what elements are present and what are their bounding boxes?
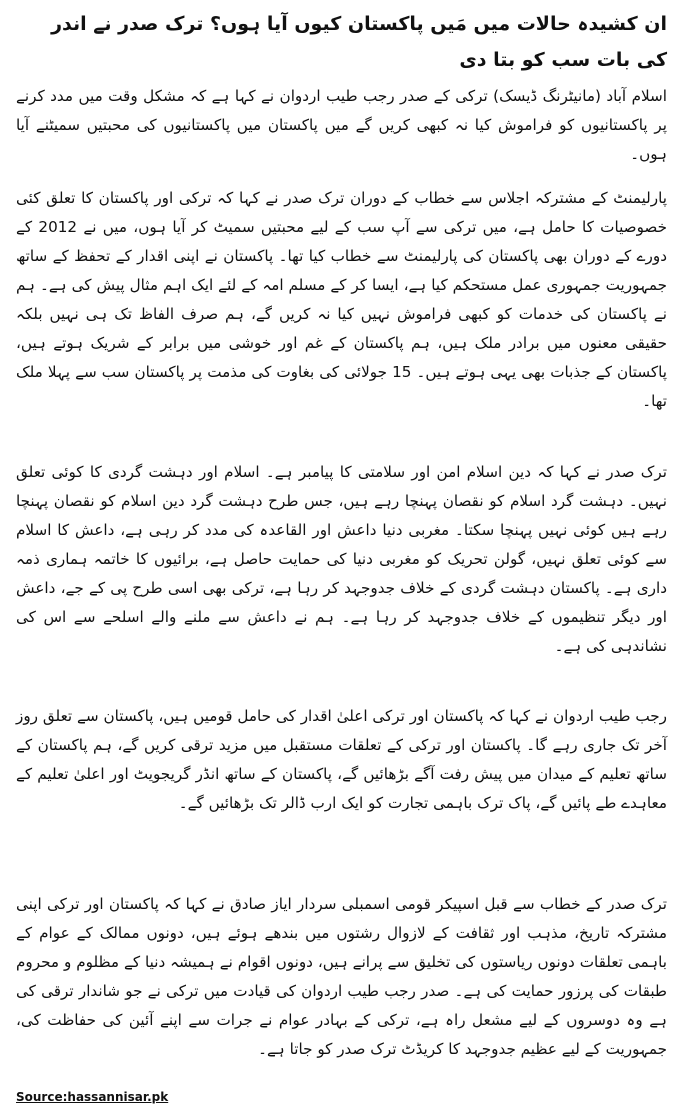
paragraph-speaker-remarks: ترک صدر کے خطاب سے قبل اسپیکر قومی اسمبلی سردار ایاز صادق نے کہا کہ پاکستان اور ترکی اپنی مشترکہ تاریخ، مذہب اور ثقافت کے لازوال رشتوں میں بندھے ہوئے ہیں، دونوں ممالک کے عوام کے باہمی تعلقات دونوں ریاستوں کی تخلیق سے پرانے ہیں، دونوں اقوام نے ہمیشہ دنیا کے مظلوم و محروم طبقات کی پرزور حمایت کی ہے۔ صدر رجب طیب اردوان کی قیادت میں ترکی نے جو شاندار ترقی کی ہے وہ دوسروں کے لیے مشعل راہ ہے، ترکی کے بہادر عوام نے جرات سے اپنے آئین کی حفاظت کی، جمہوریت کے لیے عظیم جدوجہد کا کریڈٹ ترک صدر کو جاتا ہے۔ bbox=[16, 895, 667, 1058]
paragraph-islam-terrorism: ترک صدر نے کہا کہ دین اسلام امن اور سلامتی کا پیامبر ہے۔ اسلام اور دہشت گردی کا کوئی تعلق نہیں۔ دہشت گرد اسلام کو نقصان پہنچا رہے ہیں، جس طرح دہشت گرد دین اسلام کو نقصان پہنچا رہے ہیں کوئی نہیں پہنچا سکتا۔ مغربی دنیا داعش اور القاعدہ کی مدد کر رہی ہے، داعش کا اسلام سے کوئی تعلق نہیں، گولن تحریک کو مغربی دنیا کی حمایت حاصل ہے، برائیوں کا خاتمہ ہماری ذمہ داری ہے۔ پاکستان دہشت گردی کے خلاف جدوجہد کر رہا ہے، ترکی بھی اسی طرح پی کے جے، داعش اور دیگر تنظیموں کے خلاف جدوجہد کر رہا ہے۔ ہم نے داعش سے ملنے والے اسلحے سے اس کی نشاندہی کی ہے۔ bbox=[16, 463, 667, 655]
paragraph-intro: اسلام آباد (مانیٹرنگ ڈیسک) ترکی کے صدر رجب طیب اردوان نے کہا ہے کہ مشکل وقت میں مدد کرنے پر پاکستانیوں کو فراموش کیا نہ کبھی کریں گے میں پاکستان میں پاکستانیوں کی محبتیں سمیٹنے آیا ہوں۔ bbox=[16, 87, 667, 163]
paragraph-parliament-address: پارلیمنٹ کے مشترکہ اجلاس سے خطاب کے دوران ترک صدر نے کہا کہ ترکی اور پاکستان کا تعلق کئی خصوصیات کا حامل ہے، میں ترکی سے آپ سب کے لیے محبتیں سمیٹ کر آیا ہوں، میں نے 2012 کے دورے کے دوران بھی پاکستان کی پارلیمنٹ سے خطاب کیا تھا۔ پاکستان نے اپنی اقدار کے تحفظ کے ساتھ جمہوریت جمہوری عمل مستحکم کیا ہے، ایسا کر کے مسلم امہ کے لئے ایک اہم مثال پیش کی ہے۔ ہم نے پاکستان کی خدمات کو کبھی فراموش نہیں کیا نہ کریں گے، ہم صرف الفاظ تک ہی نہیں بلکہ حقیقی معنوں میں برادر ملک ہیں، ہم پاکستان کے غم اور خوشی میں برابر کے شریک ہوتے ہیں، پاکستان کے جذبات بھی یہی ہوتے ہیں۔ 15 جولائی کی بغاوت کی مذمت پر پاکستان سب سے پہلا ملک تھا۔ bbox=[16, 189, 667, 410]
source-credit: Source:hassannisar.pk bbox=[16, 1090, 169, 1104]
paragraph-bilateral-relations: رجب طیب اردوان نے کہا کہ پاکستان اور ترکی اعلیٰ اقدار کی حامل قومیں ہیں، پاکستان سے تعلق روز آخر تک جاری رہے گا۔ پاکستان اور ترکی کے تعلقات مستقبل میں مزید ترقی کریں گے، ہم پاکستان کے ساتھ تعلیم کے میدان میں پیش رفت آگے بڑھائیں گے، پاکستان کے ساتھ انڈر گریجویٹ اور اعلیٰ تعلیم کے معاہدے طے پائیں گے، پاک ترک باہمی تجارت کو ایک ارب ڈالر تک بڑھائیں گے۔ bbox=[16, 707, 667, 812]
article-title: ان کشیدہ حالات میں مَیں پاکستان کیوں آیا ہوں؟ ترک صدر نے اندر کی بات سب کو بتا دی bbox=[51, 13, 667, 71]
